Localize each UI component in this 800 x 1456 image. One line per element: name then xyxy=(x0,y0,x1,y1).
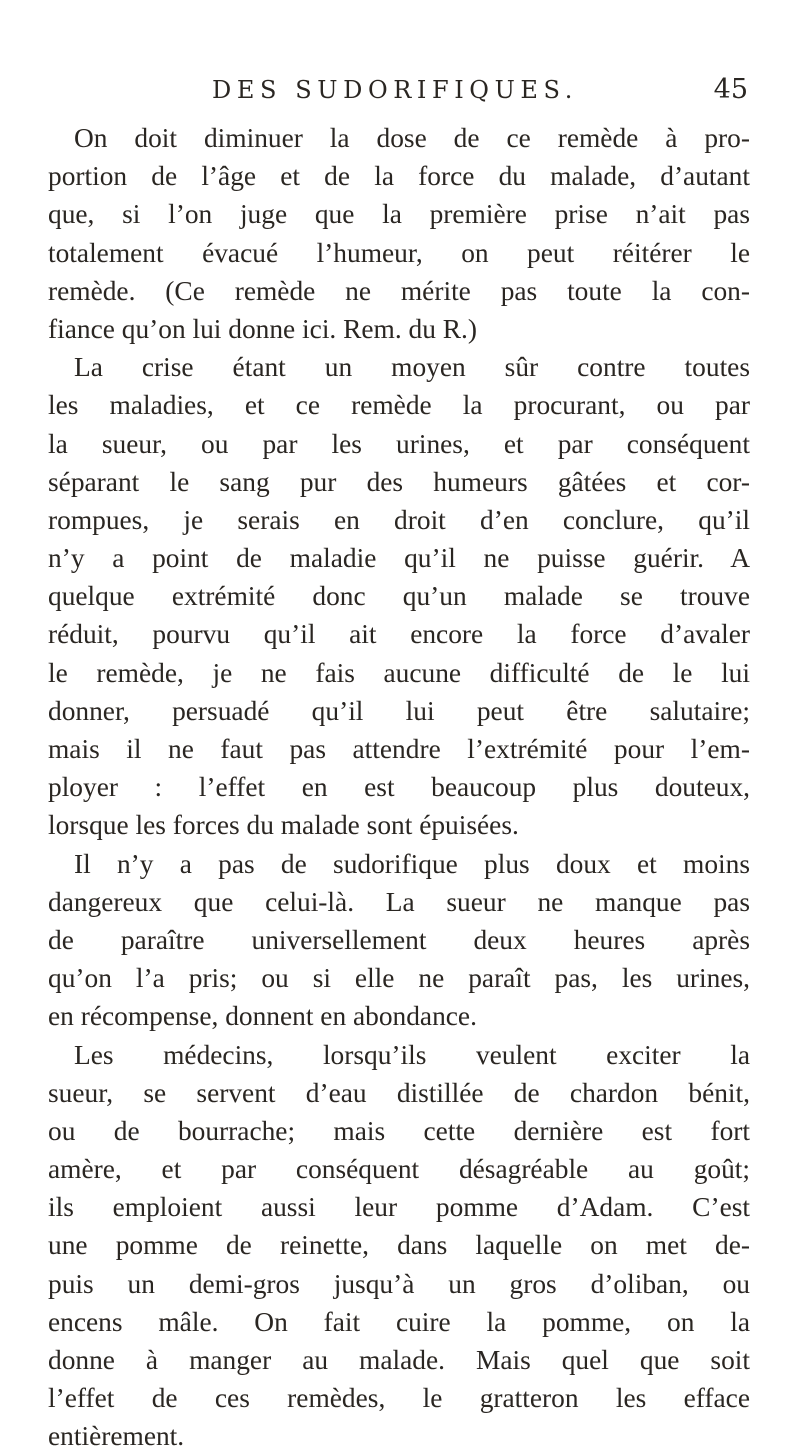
text-line: remède. (Ce remède ne mérite pas toute la con- xyxy=(48,275,750,306)
text-line: que, si l’on juge que la première prise n’ait pas xyxy=(48,199,750,230)
text-line: qu’on l’a pris; ou si elle ne paraît pas, les urines, xyxy=(48,963,750,994)
text-line: lorsque les forces du malade sont épuisées. xyxy=(48,810,519,841)
text-line: dangereux que celui-là. La sueur ne manque pas xyxy=(48,886,750,917)
text-line: ils emploient aussi leur pomme d’Adam. C’est xyxy=(48,1192,750,1223)
text-line: donne à manger au malade. Mais quel que soit xyxy=(48,1345,750,1375)
text-line: ou de bourrache; mais cette dernière est fort xyxy=(48,1115,750,1146)
text-line: les maladies, et ce remède la procurant, ou par xyxy=(48,390,750,421)
text-line: fiance qu’on lui donne ici. Rem. du R.) xyxy=(48,313,478,344)
running-head xyxy=(128,72,748,114)
text-line: séparant le sang pur des humeurs gâtées et cor- xyxy=(48,466,750,497)
text-line: quelque extrémité donc qu’un malade se trouve xyxy=(48,581,750,612)
text-line: La crise étant un moyen sûr contre toutes xyxy=(74,352,750,383)
text-line: entièrement. xyxy=(48,1421,185,1452)
page-number: 45 xyxy=(713,74,748,105)
text-line: de paraître universellement deux heures après xyxy=(48,924,750,955)
text-line: réduit, pourvu qu’il ait encore la force d’avaler xyxy=(48,619,750,650)
text-line: On doit diminuer la dose de ce remède à pro- xyxy=(74,123,750,153)
text-line: rompues, je serais en droit d’en conclure, qu’il xyxy=(48,504,750,535)
text-line: n’y a point de maladie qu’il ne puisse guérir. A xyxy=(48,543,750,574)
text-line: sueur, se servent d’eau distillée de chardon bénit, xyxy=(48,1077,750,1108)
text-line: une pomme de reinette, dans laquelle on met de- xyxy=(48,1230,750,1261)
text-line: encens mâle. On fait cuire la pomme, on la xyxy=(48,1306,750,1337)
text-line: le remède, je ne fais aucune difficulté de le lui xyxy=(48,657,750,688)
text-line: donner, persuadé qu’il lui peut être salutaire; xyxy=(48,695,750,726)
body-text xyxy=(48,119,750,1456)
text-line: ployer : l’effet en est beaucoup plus douteux, xyxy=(48,772,750,803)
text-line: Il n’y a pas de sudorifique plus doux et moins xyxy=(74,848,750,879)
text-line: portion de l’âge et de la force du malade, d’autant xyxy=(48,161,750,192)
text-line: la sueur, ou par les urines, et par conséquent xyxy=(48,428,750,459)
text-line: puis un demi-gros jusqu’à un gros d’oliban, ou xyxy=(48,1268,750,1299)
text-line: Les médecins, lorsqu’ils veulent exciter la xyxy=(74,1039,750,1070)
text-line: en récompense, donnent en abondance. xyxy=(48,1001,477,1032)
text-line: amère, et par conséquent désagréable au goût; xyxy=(48,1154,750,1185)
text-line: l’effet de ces remèdes, le gratteron les efface xyxy=(48,1383,750,1414)
running-title: DES SUDORIFIQUES. xyxy=(212,76,578,104)
text-line: totalement évacué l’humeur, on peut réitérer le xyxy=(48,237,750,268)
text-line: mais il ne faut pas attendre l’extrémité pour l’em- xyxy=(48,734,750,764)
